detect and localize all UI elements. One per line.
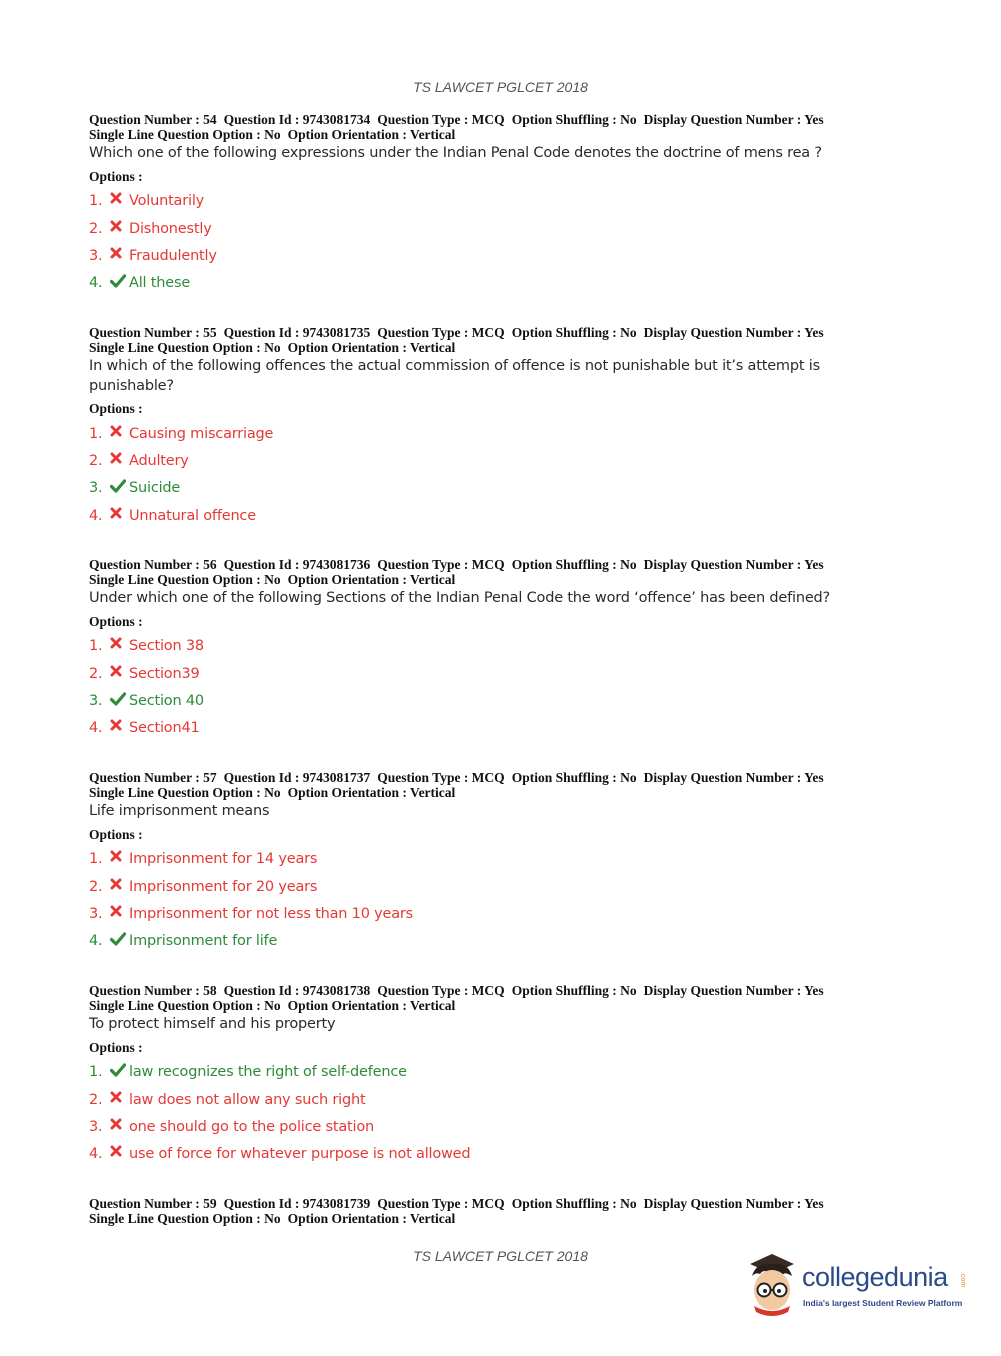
option-shuffling: Option Shuffling : No	[511, 1196, 637, 1211]
logo-domain: .com	[959, 1272, 966, 1288]
option-number: 4.	[89, 275, 103, 292]
option-item	[89, 215, 889, 242]
question-id: Question Id : 9743081737	[223, 770, 371, 785]
question-text: Under which one of the following Sections of the Indian Penal Code the word ‘offence’ has been defined?	[89, 590, 831, 606]
question-meta-line-1	[89, 112, 889, 127]
question-meta-line-2	[89, 998, 889, 1013]
option-shuffling: Option Shuffling : No	[511, 112, 637, 127]
option-shuffling: Option Shuffling : No	[511, 557, 637, 572]
question-block	[89, 983, 889, 1168]
question-number: Question Number : 56	[89, 557, 217, 572]
option-shuffling: Option Shuffling : No	[511, 325, 637, 340]
option-text: Causing miscarriage	[129, 425, 274, 442]
display-question-number: Display Question Number : Yes	[643, 112, 824, 127]
option-item	[89, 873, 889, 900]
question-text: Life imprisonment means	[89, 803, 270, 819]
cross-icon	[110, 850, 129, 868]
option-number: 4.	[89, 1146, 103, 1163]
option-text: use of force for whatever purpose is not allowed	[129, 1146, 471, 1163]
option-item	[89, 928, 889, 955]
option-text: law does not allow any such right	[129, 1091, 366, 1108]
check-icon	[110, 274, 129, 292]
options-label: Options :	[89, 613, 143, 629]
option-text: All these	[129, 275, 191, 292]
option-text: Suicide	[129, 480, 181, 497]
question-meta-line-1	[89, 1196, 889, 1211]
option-text: Unnatural offence	[129, 507, 256, 524]
question-meta-line-1	[89, 770, 889, 785]
option-orientation: Option Orientation : Vertical	[287, 572, 456, 587]
collegedunia-logo	[742, 1250, 972, 1320]
option-number: 4.	[89, 933, 103, 950]
question-type: Question Type : MCQ	[377, 112, 505, 127]
option-item	[89, 447, 889, 474]
option-item	[89, 900, 889, 927]
option-item	[89, 1141, 889, 1168]
option-number: 1.	[89, 851, 103, 868]
options-label: Options :	[89, 168, 143, 184]
single-line-option: Single Line Question Option : No	[89, 785, 281, 800]
option-text: Voluntarily	[129, 193, 205, 210]
question-meta-line-2	[89, 340, 889, 355]
cross-icon	[110, 192, 129, 210]
cross-icon	[110, 247, 129, 265]
option-text: Imprisonment for 14 years	[129, 851, 318, 868]
cross-icon	[110, 719, 129, 737]
question-block	[89, 770, 889, 955]
display-question-number: Display Question Number : Yes	[643, 770, 824, 785]
option-item	[89, 633, 889, 660]
question-number: Question Number : 55	[89, 325, 217, 340]
option-text: one should go to the police station	[129, 1118, 375, 1135]
option-number: 1.	[89, 1064, 103, 1081]
question-meta-line-2	[89, 127, 889, 142]
cross-icon	[110, 1091, 129, 1109]
question-type: Question Type : MCQ	[377, 557, 505, 572]
option-number: 2.	[89, 453, 103, 470]
option-text: Imprisonment for 20 years	[129, 878, 318, 895]
display-question-number: Display Question Number : Yes	[643, 325, 824, 340]
option-number: 4.	[89, 720, 103, 737]
option-number: 3.	[89, 692, 103, 709]
logo-wordmark: collegedunia	[802, 1262, 948, 1292]
question-id: Question Id : 9743081739	[223, 1196, 371, 1211]
options-label: Options :	[89, 826, 143, 842]
question-text: To protect himself and his property	[89, 1016, 336, 1032]
option-text: Section 38	[129, 638, 204, 655]
check-icon	[110, 692, 129, 710]
option-number: 3.	[89, 247, 103, 264]
question-block	[89, 1196, 889, 1226]
option-item	[89, 715, 889, 742]
option-number: 2.	[89, 1091, 103, 1108]
option-number: 4.	[89, 507, 103, 524]
check-icon	[110, 479, 129, 497]
question-id: Question Id : 9743081734	[223, 112, 371, 127]
option-orientation: Option Orientation : Vertical	[287, 998, 456, 1013]
option-item	[89, 502, 889, 529]
option-number: 1.	[89, 638, 103, 655]
question-meta-line-1	[89, 557, 889, 572]
option-number: 1.	[89, 193, 103, 210]
option-item	[89, 660, 889, 687]
display-question-number: Display Question Number : Yes	[643, 983, 824, 998]
option-item	[89, 188, 889, 215]
option-item	[89, 242, 889, 269]
question-number: Question Number : 59	[89, 1196, 217, 1211]
options-label: Options :	[89, 1039, 143, 1055]
option-item	[89, 1113, 889, 1140]
cross-icon	[110, 507, 129, 525]
display-question-number: Display Question Number : Yes	[643, 1196, 824, 1211]
option-text: Section 40	[129, 692, 204, 709]
option-item	[89, 475, 889, 502]
cross-icon	[110, 905, 129, 923]
cross-icon	[110, 637, 129, 655]
option-number: 2.	[89, 220, 103, 237]
question-meta-line-1	[89, 983, 889, 998]
option-text: Imprisonment for not less than 10 years	[129, 905, 414, 922]
option-item	[89, 846, 889, 873]
option-orientation: Option Orientation : Vertical	[287, 1211, 456, 1226]
single-line-option: Single Line Question Option : No	[89, 340, 281, 355]
option-shuffling: Option Shuffling : No	[511, 983, 637, 998]
option-shuffling: Option Shuffling : No	[511, 770, 637, 785]
option-number: 3.	[89, 1118, 103, 1135]
option-item	[89, 420, 889, 447]
question-meta-line-2	[89, 572, 889, 587]
option-text: Section41	[129, 720, 200, 737]
option-text: Dishonestly	[129, 220, 212, 237]
option-text: Adultery	[129, 453, 189, 470]
question-text: Which one of the following expressions under the Indian Penal Code denotes the doctrine of mens rea ?	[89, 145, 822, 161]
question-block	[89, 557, 889, 742]
question-meta-line-2	[89, 1211, 889, 1226]
question-block	[89, 325, 889, 530]
single-line-option: Single Line Question Option : No	[89, 572, 281, 587]
option-item	[89, 1059, 889, 1086]
question-text: In which of the following offences the actual commission of offence is not punishable but it’s attempt is punishable?	[89, 358, 820, 394]
check-icon	[110, 1063, 129, 1081]
question-number: Question Number : 54	[89, 112, 217, 127]
option-item	[89, 270, 889, 297]
options-label: Options :	[89, 401, 143, 416]
cross-icon	[110, 878, 129, 896]
question-meta-line-2	[89, 785, 889, 800]
option-number: 2.	[89, 665, 103, 682]
logo-tagline: India's largest Student Review Platform	[803, 1298, 963, 1308]
single-line-option: Single Line Question Option : No	[89, 998, 281, 1013]
single-line-option: Single Line Question Option : No	[89, 1211, 281, 1226]
option-text: Section39	[129, 665, 200, 682]
check-icon	[110, 932, 129, 950]
option-orientation: Option Orientation : Vertical	[287, 340, 456, 355]
cross-icon	[110, 665, 129, 683]
question-type: Question Type : MCQ	[377, 325, 505, 340]
page-footer-title: TS LAWCET PGLCET 2018	[413, 1248, 588, 1264]
question-type: Question Type : MCQ	[377, 983, 505, 998]
option-number: 3.	[89, 480, 103, 497]
cross-icon	[110, 220, 129, 238]
option-item	[89, 1086, 889, 1113]
display-question-number: Display Question Number : Yes	[643, 557, 824, 572]
question-number: Question Number : 58	[89, 983, 217, 998]
mascot-icon	[742, 1250, 802, 1320]
option-orientation: Option Orientation : Vertical	[287, 785, 456, 800]
question-id: Question Id : 9743081738	[223, 983, 371, 998]
cross-icon	[110, 425, 129, 443]
option-text: law recognizes the right of self-defence	[129, 1064, 407, 1081]
question-type: Question Type : MCQ	[377, 1196, 505, 1211]
option-number: 3.	[89, 905, 103, 922]
cross-icon	[110, 452, 129, 470]
page-header-title: TS LAWCET PGLCET 2018	[413, 79, 588, 95]
question-block	[89, 112, 889, 297]
question-id: Question Id : 9743081736	[223, 557, 371, 572]
option-number: 1.	[89, 425, 103, 442]
question-meta-line-1	[89, 325, 889, 340]
option-number: 2.	[89, 878, 103, 895]
single-line-option: Single Line Question Option : No	[89, 127, 281, 142]
option-item	[89, 687, 889, 714]
cross-icon	[110, 1145, 129, 1163]
question-number: Question Number : 57	[89, 770, 217, 785]
option-text: Imprisonment for life	[129, 933, 278, 950]
option-orientation: Option Orientation : Vertical	[287, 127, 456, 142]
question-id: Question Id : 9743081735	[223, 325, 371, 340]
option-text: Fraudulently	[129, 247, 217, 264]
cross-icon	[110, 1118, 129, 1136]
question-type: Question Type : MCQ	[377, 770, 505, 785]
